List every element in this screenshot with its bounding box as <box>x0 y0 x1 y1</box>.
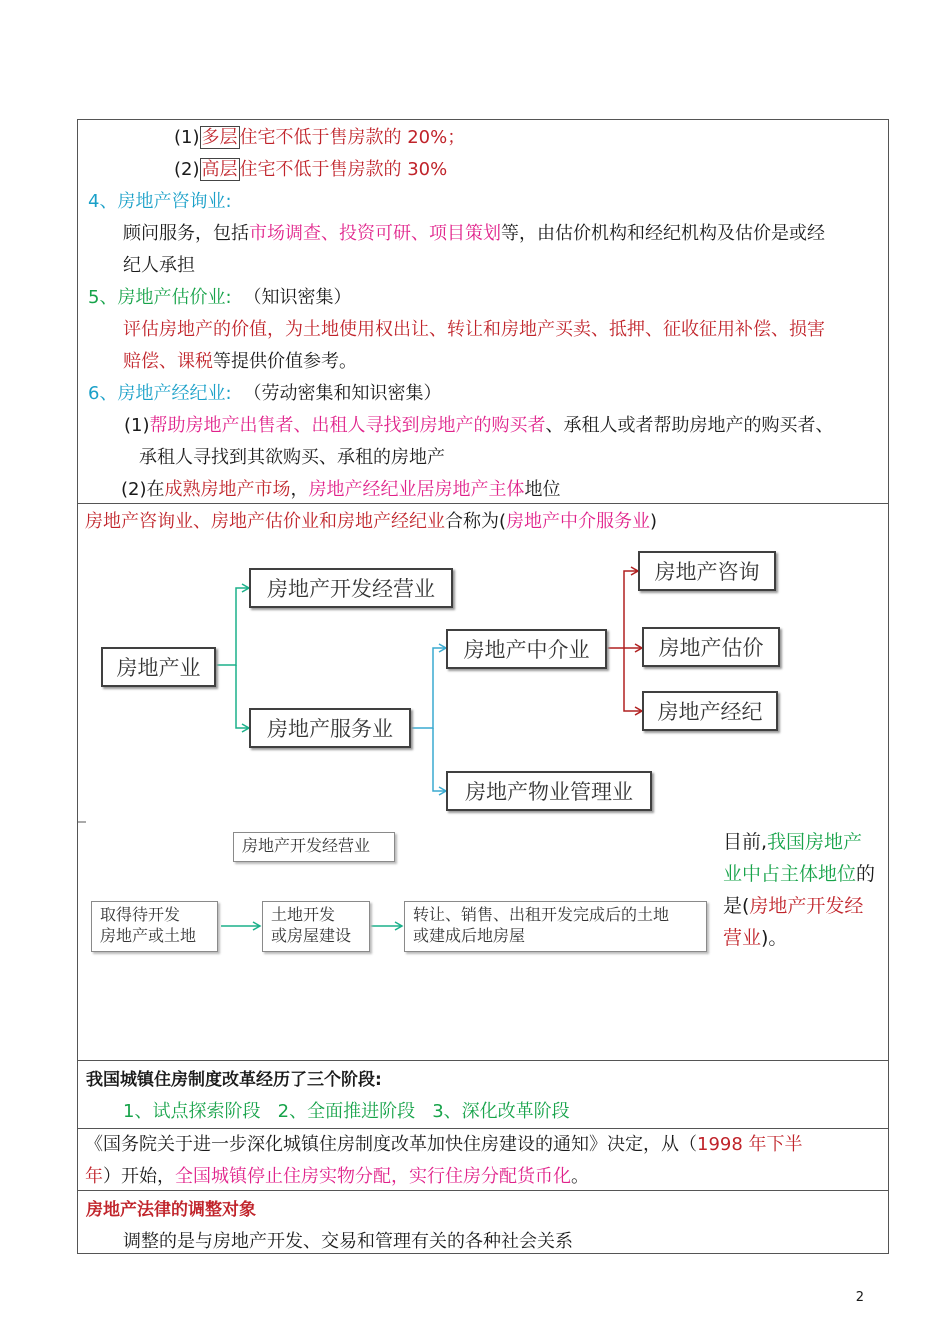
flow-step-transfer <box>404 901 707 952</box>
heading-brokerage: 6、房地产经纪业: （劳动密集和知识密集） <box>88 383 442 404</box>
consulting-text-cont: 纪人承担 <box>123 255 195 276</box>
node-appraisal: 房地产估价 <box>642 627 780 667</box>
flow-step-acquire <box>91 901 218 952</box>
node-intermediary: 房地产中介业 <box>446 629 607 669</box>
consulting-text: 顾问服务，包括市场调查、投资可研、项目策划等，由估价机构和经纪机构及估价是或经 <box>123 223 825 244</box>
reform-title: 我国城镇住房制度改革经历了三个阶段: <box>86 1070 382 1090</box>
brokerage-text-1: (1)帮助房地产出售者、出租人寻找到房地产的购买者、承租人或者帮助房地产的购买者、 <box>124 415 834 436</box>
side-note-line-3: 是(房地产开发经 <box>723 895 864 917</box>
node-services: 房地产服务业 <box>249 708 411 748</box>
storey-line-2: (2) 高层 住宅不低于售房款的 30% <box>174 159 448 180</box>
flow-step-develop-line: 土地开发 <box>271 905 336 924</box>
side-gap <box>708 822 709 1060</box>
row-divider <box>77 1190 889 1191</box>
heading-consulting: 4、房地产咨询业: <box>88 191 232 212</box>
reform-stages: 1、试点探索阶段 2、全面推进阶段 3、深化改革阶段 <box>123 1101 570 1122</box>
flow-step-develop <box>262 901 370 952</box>
notice-line-2: 年）开始，全国城镇停止住房实物分配，实行住房分配货币化。 <box>85 1166 589 1187</box>
row-divider <box>77 1128 889 1129</box>
flow-step-transfer-line: 转让、销售、出租开发完成后的土地 <box>413 905 670 924</box>
law-text: 调整的是与房地产开发、交易和管理有关的各种社会关系 <box>123 1231 573 1252</box>
brokerage-text-2: (2)在成熟房地产市场，房地产经纪业居房地产主体地位 <box>121 479 561 500</box>
notice-line-1: 《国务院关于进一步深化城镇住房制度改革加快住房建设的通知》决定，从（1998 年下半 <box>85 1134 803 1155</box>
page-number: 2 <box>855 1290 864 1305</box>
node-consulting: 房地产咨询 <box>638 551 776 591</box>
intermediary-intro: 房地产咨询业、房地产估价业和房地产经纪业合称为(房地产中介服务业) <box>85 511 658 532</box>
node-development: 房地产开发经营业 <box>249 568 453 608</box>
appraisal-text-cont: 赔偿、课税等提供价值参考。 <box>123 351 357 372</box>
row-divider <box>77 1060 889 1061</box>
heading-appraisal: 5、房地产估价业: （知识密集） <box>88 287 352 308</box>
flow-step-acquire-line: 房地产或土地 <box>100 926 197 945</box>
side-note-line-2: 业中占主体地位的 <box>723 863 876 885</box>
flow-step-develop-line: 或房屋建设 <box>271 926 352 945</box>
side-note-line-4: 营业)。 <box>723 927 788 949</box>
law-title: 房地产法律的调整对象 <box>86 1200 256 1220</box>
side-note-line-1: 目前,我国房地产 <box>723 831 863 853</box>
row-divider <box>77 503 889 504</box>
brokerage-text-1-cont: 承租人寻找到其欲购买、承租的房地产 <box>139 447 445 468</box>
node-property-management: 房地产物业管理业 <box>446 771 652 811</box>
appraisal-text: 评估房地产的价值，为土地使用权出让、转让和房地产买卖、抵押、征收征用补偿、损害 <box>123 319 825 340</box>
flow-step-acquire-line: 取得待开发 <box>100 905 181 924</box>
storey-line-1: (1) 多层 住宅不低于售房款的 20%； <box>174 127 466 148</box>
node-brokerage: 房地产经纪 <box>642 691 778 731</box>
node-real-estate-industry: 房地产业 <box>101 647 216 687</box>
flow-step-transfer-line: 或建成后地房屋 <box>413 926 526 945</box>
flow-title: 房地产开发经营业 <box>233 832 395 862</box>
